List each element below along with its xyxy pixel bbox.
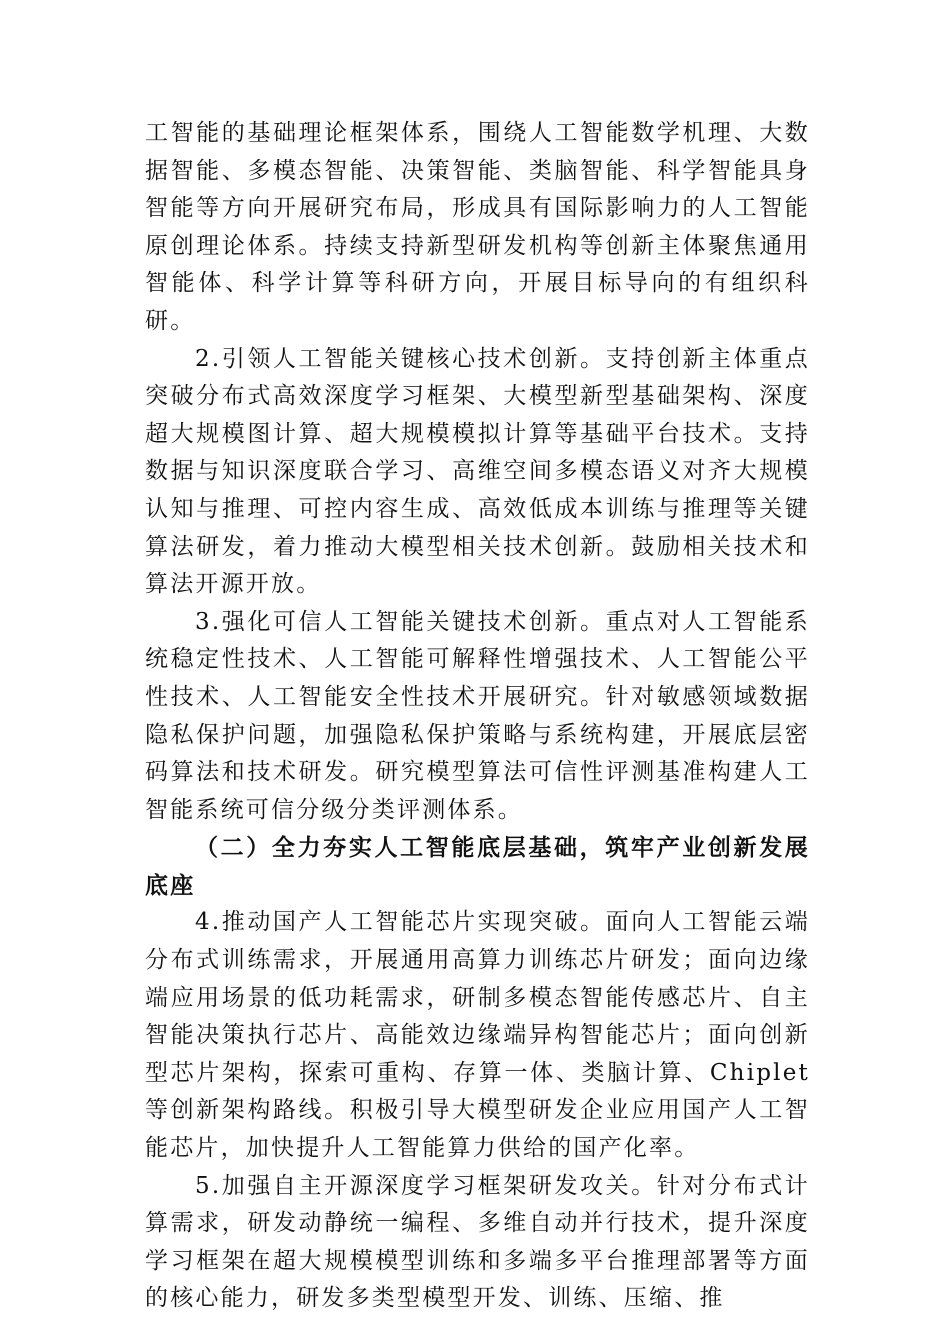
- paragraph-continuation: 工智能的基础理论框架体系，围绕人工智能数学机理、大数据智能、多模态智能、决策智能、类脑智能、科学智能具身智能等方向开展研究布局，形成具有国际影响力的人工智能原创理论体系。持续支持新型研发机构等创新主体聚焦通用智能体、科学计算等科研方向，开展目标导向的有组织科研。: [145, 120, 810, 334]
- paragraph-item-2: 2.引领人工智能关键核心技术创新。支持创新主体重点突破分布式高效深度学习框架、大模型新型基础架构、深度超大规模图计算、超大规模模拟计算等基础平台技术。支持数据与知识深度联合学习、高维空间多模态语义对齐大规模认知与推理、可控内容生成、高效低成本训练与推理等关键算法研发，着力推动大模型相关技术创新。鼓励相关技术和算法开源开放。: [145, 345, 810, 598]
- paragraph-item-3: 3.强化可信人工智能关键技术创新。重点对人工智能系统稳定性技术、人工智能可解释性增强技术、人工智能公平性技术、人工智能安全性技术开展研究。针对敏感领域数据隐私保护问题，加强隐私保护策略与系统构建，开展底层密码算法和技术研发。研究模型算法可信性评测基准构建人工智能系统可信分级分类评测体系。: [145, 608, 810, 823]
- paragraph-item-4: 4.推动国产人工智能芯片实现突破。面向人工智能云端分布式训练需求，开展通用高算力训练芯片研发；面向边缘端应用场景的低功耗需求，研制多模态智能传感芯片、自主智能决策执行芯片、高能效边缘端异构智能芯片；面向创新型芯片架构，探索可重构、存算一体、类脑计算、Chiplet等创新架构路线。积极引导大模型研发企业应用国产人工智能芯片，加快提升人工智能算力供给的国产化率。: [145, 909, 810, 1162]
- paragraph-item-5: 5.加强自主开源深度学习框架研发攻关。针对分布式计算需求，研发动静统一编程、多维自动并行技术，提升深度学习框架在超大规模模型训练和多端多平台推理部署等方面的核心能力，研发多类型模型开发、训练、压缩、推: [145, 1172, 810, 1312]
- section-heading: （二）全力夯实人工智能底层基础，筑牢产业创新发展底座: [145, 834, 810, 899]
- document-body: [145, 115, 810, 1318]
